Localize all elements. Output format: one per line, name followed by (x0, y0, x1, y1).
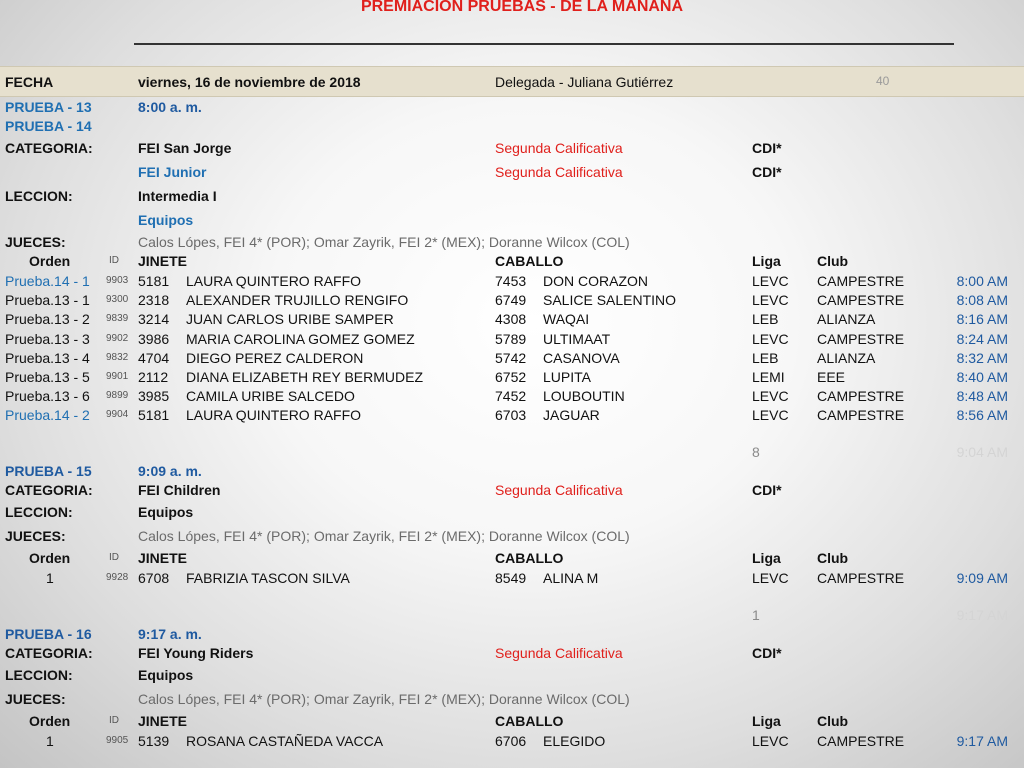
rider-number: 5139 (138, 733, 170, 749)
rider-name: JUAN CARLOS URIBE SAMPER (186, 311, 394, 328)
prueba-15-label: PRUEBA - 15 (5, 463, 92, 479)
categoria-label: CATEGORIA: (5, 645, 93, 661)
categoria-label: CATEGORIA: (5, 482, 93, 498)
categoria-value: FEI San Jorge (138, 140, 232, 156)
rider-name: ALEXANDER TRUJILLO RENGIFO (186, 292, 409, 309)
col-id: ID (109, 715, 119, 726)
horse-number: 6706 (495, 733, 527, 749)
horse-number: 5742 (495, 349, 527, 366)
club-value: ALIANZA (817, 311, 876, 328)
calificativa: Segunda Calificativa (495, 645, 623, 661)
col-id: ID (109, 552, 119, 563)
row-id: 9904 (106, 409, 129, 421)
col-jinete: JINETE (138, 550, 188, 566)
club-value: CAMPESTRE (817, 388, 905, 405)
rider-name: CAMILA URIBE SALCEDO (186, 388, 355, 405)
rider-number: 6708 (138, 570, 170, 586)
row-id: 9928 (106, 572, 129, 583)
row-orden: Prueba.13 - 2 (5, 311, 90, 328)
horse-name: ULTIMAAT (543, 330, 611, 347)
cdi-badge: CDI* (752, 482, 782, 498)
col-club: Club (817, 550, 849, 566)
end-time: 9:04 AM (956, 444, 1008, 460)
end-time: 9:17 AM (956, 607, 1008, 623)
fecha-date: viernes, 16 de noviembre de 2018 (138, 74, 361, 90)
liga-value: LEVC (752, 388, 789, 405)
col-caballo: CABALLO (495, 713, 564, 729)
start-time: 8:24 AM (956, 330, 1008, 347)
rider-number: 3985 (138, 388, 170, 405)
liga-value: LEB (752, 311, 779, 328)
leccion-label: LECCION: (5, 504, 73, 520)
entry-count: 1 (752, 607, 760, 623)
liga-value: LEVC (752, 330, 789, 347)
row-orden: Prueba.13 - 3 (5, 330, 90, 347)
entry-count: 8 (752, 444, 760, 460)
rider-name: MARIA CAROLINA GOMEZ GOMEZ (186, 330, 415, 347)
table-row (0, 406, 1024, 425)
row-id: 9832 (106, 351, 129, 363)
table-row (0, 291, 1024, 310)
equipos-label: Equipos (138, 212, 194, 228)
row-id: 9902 (106, 332, 129, 344)
rider-name: LAURA QUINTERO RAFFO (186, 273, 362, 289)
row-id: 9903 (106, 275, 129, 286)
col-club: Club (817, 713, 849, 729)
start-time: 8:48 AM (956, 388, 1008, 405)
leccion-value: Equipos (138, 504, 194, 520)
row-orden: Prueba.14 - 2 (5, 407, 90, 424)
start-time: 8:08 AM (956, 292, 1008, 309)
leccion-value: Intermedia I (138, 188, 217, 204)
horse-name: SALICE SALENTINO (543, 292, 677, 309)
jueces-value: Calos Lópes, FEI 4* (POR); Omar Zayrik, FEI 2* (MEX); Doranne Wilcox (COL) (138, 691, 630, 707)
page-title: PREMIACION PRUEBAS - DE LA MANANA (360, 0, 684, 15)
prueba-14-label: PRUEBA - 14 (5, 118, 92, 134)
categoria-label: CATEGORIA: (5, 140, 93, 156)
row-orden: Prueba.13 - 4 (5, 349, 90, 366)
row-id: 9899 (106, 390, 129, 402)
jueces-label: JUECES: (5, 234, 66, 250)
club-value: EEE (817, 369, 846, 385)
horse-number: 4308 (495, 311, 527, 328)
col-club: Club (817, 253, 849, 269)
rider-name: FABRIZIA TASCON SILVA (186, 570, 350, 586)
horse-name: DON CORAZON (543, 273, 648, 289)
start-time: 8:32 AM (956, 349, 1008, 366)
calificativa: Segunda Calificativa (495, 140, 623, 156)
club-value: CAMPESTRE (817, 407, 905, 424)
horse-number: 6749 (495, 292, 527, 309)
table-row (0, 368, 1024, 387)
horse-number: 7453 (495, 273, 527, 289)
table-header (0, 712, 1024, 731)
prueba-16-label: PRUEBA - 16 (5, 626, 92, 642)
horse-number: 6703 (495, 407, 527, 424)
categoria-value: FEI Young Riders (138, 645, 254, 661)
jueces-value: Calos Lópes, FEI 4* (POR); Omar Zayrik, FEI 2* (MEX); Doranne Wilcox (COL) (138, 234, 630, 250)
horse-name: JAGUAR (543, 407, 600, 424)
club-value: CAMPESTRE (817, 330, 905, 347)
club-value: CAMPESTRE (817, 292, 905, 309)
fecha-label: FECHA (5, 74, 54, 90)
prueba-time: 9:09 a. m. (138, 463, 202, 479)
row-id: 9905 (106, 735, 129, 746)
club-value: ALIANZA (817, 349, 876, 366)
rider-number: 3214 (138, 311, 170, 328)
col-caballo: CABALLO (495, 550, 564, 566)
rider-number: 5181 (138, 273, 170, 289)
col-orden: Orden (29, 253, 71, 269)
title-underline (134, 43, 954, 45)
cdi-badge: CDI* (752, 140, 782, 156)
prueba-time: 9:17 a. m. (138, 626, 202, 642)
cdi-badge-2: CDI* (752, 164, 782, 180)
liga-value: LEVC (752, 733, 789, 749)
rider-number: 2318 (138, 292, 170, 309)
row-orden: 1 (46, 733, 54, 749)
col-caballo: CABALLO (495, 253, 564, 269)
rider-name: LAURA QUINTERO RAFFO (186, 407, 362, 424)
date-header-bar (0, 66, 1024, 97)
horse-number: 6752 (495, 369, 527, 385)
liga-value: LEVC (752, 407, 789, 424)
rider-name: DIEGO PEREZ CALDERON (186, 349, 364, 366)
rider-name: ROSANA CASTAÑEDA VACCA (186, 733, 384, 749)
leccion-value: Equipos (138, 667, 194, 683)
horse-name: WAQAI (543, 311, 590, 328)
rider-number: 2112 (138, 369, 169, 385)
calificativa-2: Segunda Calificativa (495, 164, 623, 180)
col-liga: Liga (752, 253, 781, 269)
liga-value: LEVC (752, 292, 789, 309)
table-header (0, 252, 1024, 271)
row-orden: Prueba.14 - 1 (5, 273, 90, 289)
horse-name: CASANOVA (543, 349, 620, 366)
categoria-value: FEI Children (138, 482, 221, 498)
jueces-value: Calos Lópes, FEI 4* (POR); Omar Zayrik, FEI 2* (MEX); Doranne Wilcox (COL) (138, 528, 630, 544)
row-orden: Prueba.13 - 6 (5, 388, 90, 405)
page-number: 40 (876, 74, 890, 88)
start-time: 8:16 AM (956, 311, 1008, 328)
horse-number: 7452 (495, 388, 527, 405)
col-orden: Orden (29, 550, 71, 566)
row-id: 9901 (106, 371, 129, 382)
club-value: CAMPESTRE (817, 570, 905, 586)
club-value: CAMPESTRE (817, 733, 905, 749)
start-time: 8:56 AM (956, 407, 1008, 424)
start-time: 9:17 AM (956, 733, 1008, 749)
col-orden: Orden (29, 713, 71, 729)
row-orden: 1 (46, 570, 54, 586)
horse-name: ELEGIDO (543, 733, 606, 749)
row-id: 9839 (106, 313, 129, 325)
horse-number: 8549 (495, 570, 527, 586)
table-row (0, 732, 1024, 751)
leccion-label: LECCION: (5, 667, 73, 683)
start-time: 8:00 AM (956, 273, 1008, 289)
start-time: 9:09 AM (956, 570, 1008, 586)
liga-value: LEVC (752, 273, 789, 289)
jueces-label: JUECES: (5, 528, 66, 544)
col-id: ID (109, 255, 119, 266)
rider-number: 4704 (138, 349, 170, 366)
jueces-label: JUECES: (5, 691, 66, 707)
rider-number: 5181 (138, 407, 170, 424)
horse-number: 5789 (495, 330, 527, 347)
table-row (0, 349, 1024, 368)
liga-value: LEB (752, 349, 779, 366)
col-liga: Liga (752, 713, 781, 729)
table-row (0, 272, 1024, 291)
row-orden: Prueba.13 - 5 (5, 369, 90, 385)
calificativa: Segunda Calificativa (495, 482, 623, 498)
horse-name: ALINA M (543, 570, 599, 586)
leccion-label: LECCION: (5, 188, 73, 204)
col-liga: Liga (752, 550, 781, 566)
row-id: 9300 (106, 294, 129, 306)
table-row (0, 569, 1024, 588)
liga-value: LEMI (752, 369, 785, 385)
col-jinete: JINETE (138, 713, 188, 729)
rider-number: 3986 (138, 330, 170, 347)
table-row (0, 330, 1024, 349)
delegada: Delegada - Juliana Gutiérrez (495, 74, 674, 90)
rider-name: DIANA ELIZABETH REY BERMUDEZ (186, 369, 424, 385)
cdi-badge: CDI* (752, 645, 782, 661)
horse-name: LOUBOUTIN (543, 388, 625, 405)
table-header (0, 549, 1024, 568)
row-orden: Prueba.13 - 1 (5, 292, 90, 309)
table-row (0, 387, 1024, 406)
prueba-13-label: PRUEBA - 13 (5, 99, 92, 115)
horse-name: LUPITA (543, 369, 591, 385)
table-row (0, 310, 1024, 329)
club-value: CAMPESTRE (817, 273, 905, 289)
col-jinete: JINETE (138, 253, 188, 269)
prueba-time: 8:00 a. m. (138, 99, 202, 115)
categoria-value-2: FEI Junior (138, 164, 207, 180)
start-time: 8:40 AM (956, 369, 1008, 385)
liga-value: LEVC (752, 570, 789, 586)
